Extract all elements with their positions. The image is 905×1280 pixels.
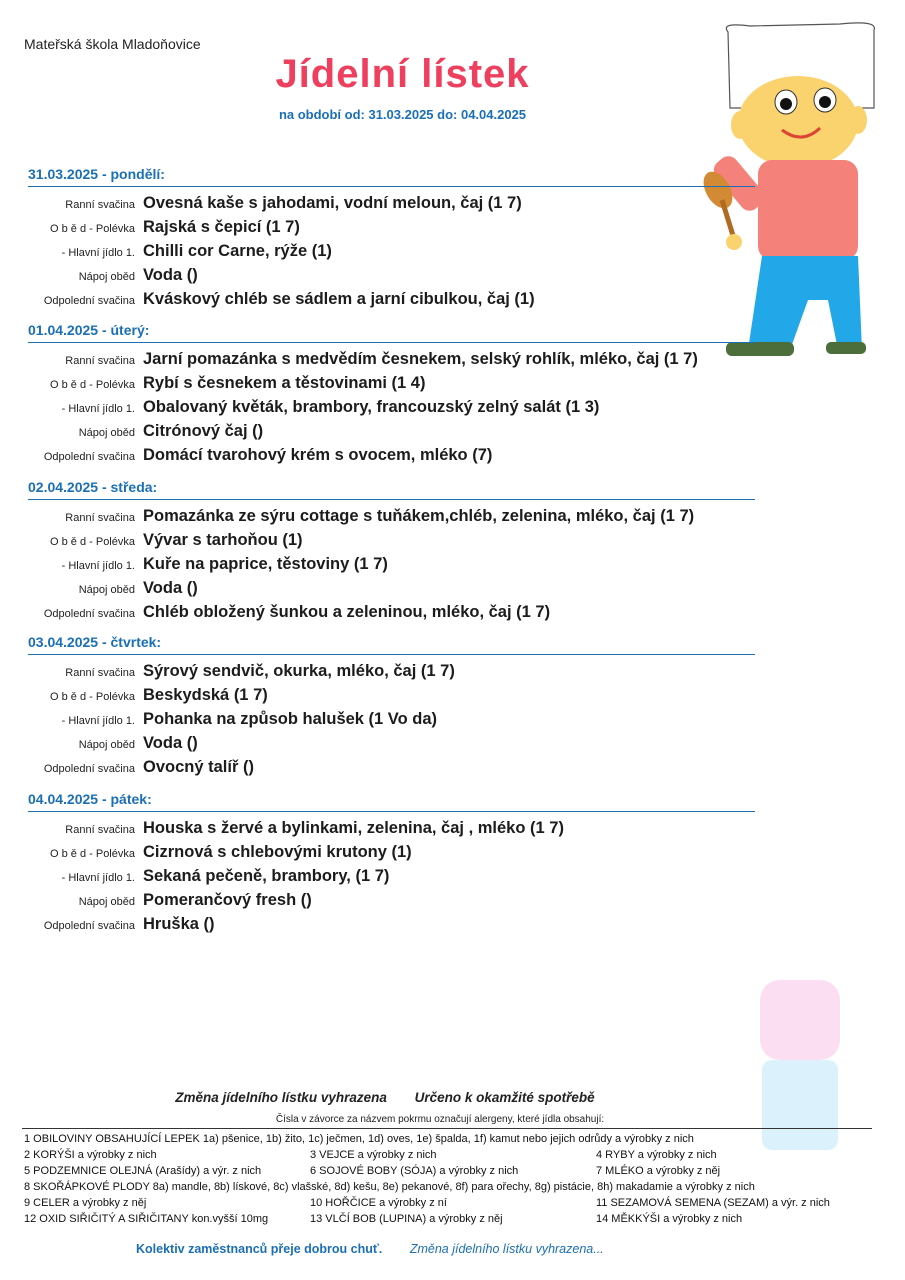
meal-label: O b ě d - Polévka xyxy=(50,848,135,860)
meal-label: Ranní svačina xyxy=(65,512,135,524)
day-divider xyxy=(28,499,755,500)
meal-row xyxy=(0,755,905,779)
day-heading: 04.04.2025 - pátek: xyxy=(28,791,152,807)
allergen-5: 5 PODZEMNICE OLEJNÁ (Arašídy) a výr. z nich xyxy=(24,1165,262,1177)
meal-label: Nápoj oběd xyxy=(78,584,135,596)
menu-notice xyxy=(0,1090,770,1105)
meal-row xyxy=(0,215,905,239)
meal-value: Houska s žervé a bylinkami, zelenina, čaj , mléko (1 7) xyxy=(143,819,564,837)
meal-row xyxy=(0,552,905,576)
meal-value: Chilli cor Carne, rýže (1) xyxy=(143,242,332,260)
meal-value: Beskydská (1 7) xyxy=(143,686,268,704)
faded-chef-illustration xyxy=(710,940,890,1170)
meal-label: O b ě d - Polévka xyxy=(50,379,135,391)
meal-value: Rybí s česnekem a těstovinami (1 4) xyxy=(143,374,426,392)
meal-row xyxy=(0,864,905,888)
footer xyxy=(136,1242,604,1256)
meal-label: Odpolední svačina xyxy=(43,295,135,307)
footer-greeting: Kolektiv zaměstnanců přeje dobrou chuť. xyxy=(136,1242,383,1256)
meal-value: Kuře na paprice, těstoviny (1 7) xyxy=(143,555,388,573)
meal-value: Voda () xyxy=(143,266,198,284)
allergen-6: 6 SOJOVÉ BOBY (SÓJA) a výrobky z nich xyxy=(310,1165,519,1177)
meal-label: Ranní svačina xyxy=(65,355,135,367)
meal-row xyxy=(0,840,905,864)
day-divider xyxy=(28,654,755,655)
consume-immediately-note: Určeno k okamžité spotřebě xyxy=(414,1090,595,1105)
meal-row xyxy=(0,504,905,528)
meal-label: - Hlavní jídlo 1. xyxy=(61,247,135,259)
meal-row xyxy=(0,419,905,443)
meal-value: Vývar s tarhoňou (1) xyxy=(143,531,303,549)
meal-label: Odpolední svačina xyxy=(43,451,135,463)
meal-row xyxy=(0,395,905,419)
meal-value: Cizrnová s chlebovými krutony (1) xyxy=(143,843,412,861)
meal-label: Odpolední svačina xyxy=(43,763,135,775)
meal-value: Ovesná kaše s jahodami, vodní meloun, čaj (1 7) xyxy=(143,194,522,212)
meal-label: Odpolední svačina xyxy=(43,920,135,932)
allergen-1: 1 OBILOVINY OBSAHUJÍCÍ LEPEK 1a) pšenice, 1b) žito, 1c) ječmen, 1d) oves, 1e) špalda, 1f) kamut nebo jejich odrůdy a výrobky z nich xyxy=(24,1133,694,1145)
meal-row xyxy=(0,731,905,755)
meal-value: Pomerančový fresh () xyxy=(143,891,312,909)
meal-row xyxy=(0,816,905,840)
day-heading: 03.04.2025 - čtvrtek: xyxy=(28,634,162,650)
allergen-7: 7 MLÉKO a výrobky z něj xyxy=(596,1165,721,1177)
meal-label: Nápoj oběd xyxy=(78,427,135,439)
meal-label: O b ě d - Polévka xyxy=(50,691,135,703)
meal-row xyxy=(0,263,905,287)
allergen-14: 14 MĚKKÝŠI a výrobky z nich xyxy=(596,1213,743,1225)
meal-value: Domácí tvarohový krém s ovocem, mléko (7) xyxy=(143,446,493,464)
meal-row xyxy=(0,347,905,371)
meal-row xyxy=(0,888,905,912)
meal-value: Voda () xyxy=(143,734,198,752)
day-divider xyxy=(28,342,755,343)
meal-row xyxy=(0,576,905,600)
meal-row xyxy=(0,528,905,552)
allergen-2: 2 KORÝŠI a výrobky z nich xyxy=(24,1149,157,1161)
meal-row xyxy=(0,443,905,467)
meal-row xyxy=(0,239,905,263)
meal-label: - Hlavní jídlo 1. xyxy=(61,560,135,572)
meal-row xyxy=(0,191,905,215)
page-title: Jídelní lístek xyxy=(275,52,530,96)
day-heading: 31.03.2025 - pondělí: xyxy=(28,166,165,182)
meal-value: Obalovaný květák, brambory, francouzský zelný salát (1 3) xyxy=(143,398,600,416)
change-reserved-note: Změna jídelního lístku vyhrazena xyxy=(175,1090,387,1105)
chef-head xyxy=(738,76,858,168)
meal-value: Pomazánka ze sýru cottage s tuňákem,chléb, zelenina, mléko, čaj (1 7) xyxy=(143,507,695,525)
meal-label: O b ě d - Polévka xyxy=(50,536,135,548)
allergen-12: 12 OXID SIŘIČITÝ A SIŘIČITANY kon.vyšší 10mg xyxy=(24,1213,269,1225)
meal-value: Voda () xyxy=(143,579,198,597)
meal-row xyxy=(0,683,905,707)
day-divider xyxy=(28,811,755,812)
meal-value: Kváskový chléb se sádlem a jarní cibulkou, čaj (1) xyxy=(143,290,535,308)
meal-label: Nápoj oběd xyxy=(78,271,135,283)
allergen-9: 9 CELER a výrobky z něj xyxy=(24,1197,147,1209)
allergen-8: 8 SKOŘÁPKOVÉ PLODY 8a) mandle, 8b) lískové, 8c) vlašské, 8d) kešu, 8e) pekanové, 8f) para ořechy, 8g) pistácie, 8h) makadamie a výrobky z nich xyxy=(24,1181,755,1193)
allergen-11: 11 SEZAMOVÁ SEMENA (SEZAM) a výr. z nich xyxy=(596,1197,830,1209)
allergen-divider xyxy=(22,1128,872,1129)
meal-label: Nápoj oběd xyxy=(78,896,135,908)
day-heading: 01.04.2025 - úterý: xyxy=(28,322,150,338)
meal-label: Nápoj oběd xyxy=(78,739,135,751)
allergen-4: 4 RYBY a výrobky z nich xyxy=(596,1149,717,1161)
footer-change-note: Změna jídelního lístku vyhrazena... xyxy=(409,1242,604,1256)
meal-value: Ovocný talíř () xyxy=(143,758,254,776)
meal-label: - Hlavní jídlo 1. xyxy=(61,872,135,884)
meal-label: Ranní svačina xyxy=(65,667,135,679)
allergen-13: 13 VLČÍ BOB (LUPINA) a výrobky z něj xyxy=(310,1213,503,1225)
day-heading: 02.04.2025 - středa: xyxy=(28,479,158,495)
meal-label: - Hlavní jídlo 1. xyxy=(61,403,135,415)
meal-value: Chléb obložený šunkou a zeleninou, mléko, čaj (1 7) xyxy=(143,603,551,621)
meal-label: Ranní svačina xyxy=(65,824,135,836)
meal-label: Odpolední svačina xyxy=(43,608,135,620)
meal-value: Sekaná pečeně, brambory, (1 7) xyxy=(143,867,390,885)
meal-label: O b ě d - Polévka xyxy=(50,223,135,235)
school-name: Mateřská škola Mladoňovice xyxy=(24,36,201,52)
meal-row xyxy=(0,287,905,311)
menu-period: na období od: 31.03.2025 do: 04.04.2025 xyxy=(278,107,527,122)
allergen-3: 3 VEJCE a výrobky z nich xyxy=(310,1149,437,1161)
day-divider xyxy=(28,186,755,187)
meal-value: Sýrový sendvič, okurka, mléko, čaj (1 7) xyxy=(143,662,455,680)
meal-label: Ranní svačina xyxy=(65,199,135,211)
meal-value: Hruška () xyxy=(143,915,215,933)
meal-row xyxy=(0,600,905,624)
allergen-10: 10 HOŘČICE a výrobky z ní xyxy=(310,1197,447,1209)
meal-row xyxy=(0,912,905,936)
meal-label: - Hlavní jídlo 1. xyxy=(61,715,135,727)
meal-value: Rajská s čepicí (1 7) xyxy=(143,218,300,236)
allergen-intro: Čísla v závorce za názvem pokrmu označují alergeny, které jídla obsahují: xyxy=(275,1114,605,1125)
meal-row xyxy=(0,371,905,395)
meal-row xyxy=(0,707,905,731)
meal-row xyxy=(0,659,905,683)
meal-value: Jarní pomazánka s medvědím česnekem, selský rohlík, mléko, čaj (1 7) xyxy=(143,350,698,368)
meal-value: Citrónový čaj () xyxy=(143,422,264,440)
meal-value: Pohanka na způsob halušek (1 Vo da) xyxy=(143,710,438,728)
